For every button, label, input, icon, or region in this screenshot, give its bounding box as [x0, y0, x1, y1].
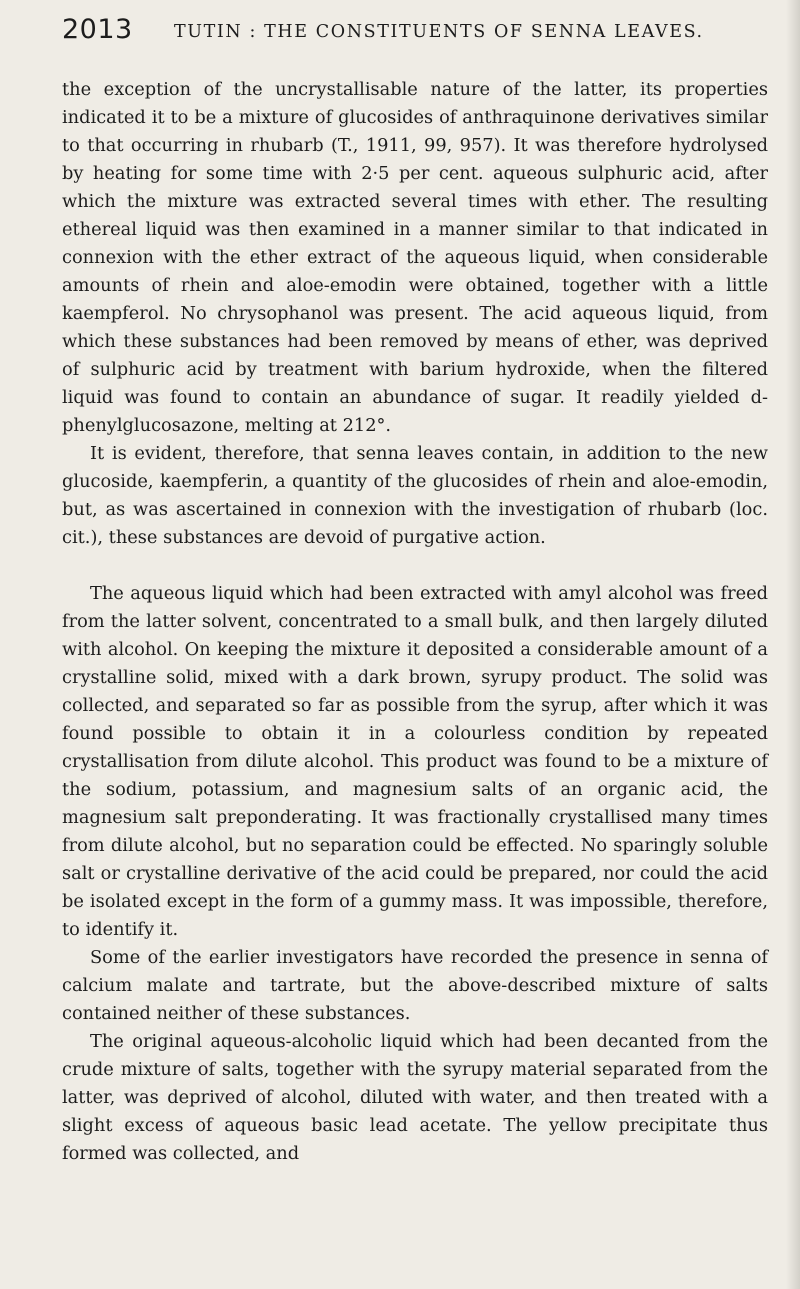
paragraph: It is evident, therefore, that senna leaves contain, in addition to the new glucoside, kaempferin, a quantity of the glucosides of rhein and aloe-emodin, but, as was ascertained in connexion with the investigation of rhubarb (loc. cit.), these substances are devoid of purgative action. — [62, 443, 768, 548]
page-edge-shadow — [786, 0, 800, 1289]
running-head: TUTIN : THE CONSTITUENTS OF SENNA LEAVES. — [174, 22, 704, 42]
paragraph: the exception of the uncrystallisable nature of the latter, its properties indicated it to be a mixture of glucosides of anthraquinone derivatives similar to that occurring in rhubarb (T., 1911, 99, 957). It was therefore hydrolysed by heating for some time with 2·5 per cent. aqueous sulphuric acid, after which the mixture was extracted several times with ether. The resulting ethereal liquid was then examined in a manner similar to that indicated in connexion with the ether extract of the aqueous liquid, when considerable amounts of rhein and aloe-emodin were obtained, together with a little kaempferol. No chrysophanol was present. The acid aqueous liquid, from which these substances had been removed by means of ether, was deprived of sulphuric acid by treatment with barium hydroxide, when the filtered liquid was found to contain an abundance of sugar. It readily yielded d-phenylglucosazone, melting at 212°. — [62, 79, 768, 436]
body-text — [62, 76, 768, 1168]
page-header — [62, 8, 762, 48]
paragraph: Some of the earlier investigators have recorded the presence in senna of calcium malate and tartrate, but the above-described mixture of salts contained neither of these substances. — [62, 947, 768, 1024]
section-gap — [62, 552, 768, 580]
paragraph: The original aqueous-alcoholic liquid which had been decanted from the crude mixture of salts, together with the syrupy material separated from the latter, was deprived of alcohol, diluted with water, and then treated with a slight excess of aqueous basic lead acetate. The yellow precipitate thus formed was collected, and — [62, 1031, 768, 1164]
paragraph: The aqueous liquid which had been extracted with amyl alcohol was freed from the latter solvent, concentrated to a small bulk, and then largely diluted with alcohol. On keeping the mixture it deposited a considerable amount of a crystalline solid, mixed with a dark brown, syrupy product. The solid was collected, and separated so far as possible from the syrup, after which it was found possible to obtain it in a colourless condition by repeated crystallisation from dilute alcohol. This product was found to be a mixture of the sodium, potassium, and magnesium salts of an organic acid, the magnesium salt preponderating. It was fractionally crystallised many times from dilute alcohol, but no separation could be effected. No sparingly soluble salt or crystalline derivative of the acid could be prepared, nor could the acid be isolated except in the form of a gummy mass. It was impossible, therefore, to identify it. — [62, 583, 768, 940]
page-number: 2013 — [62, 14, 133, 45]
